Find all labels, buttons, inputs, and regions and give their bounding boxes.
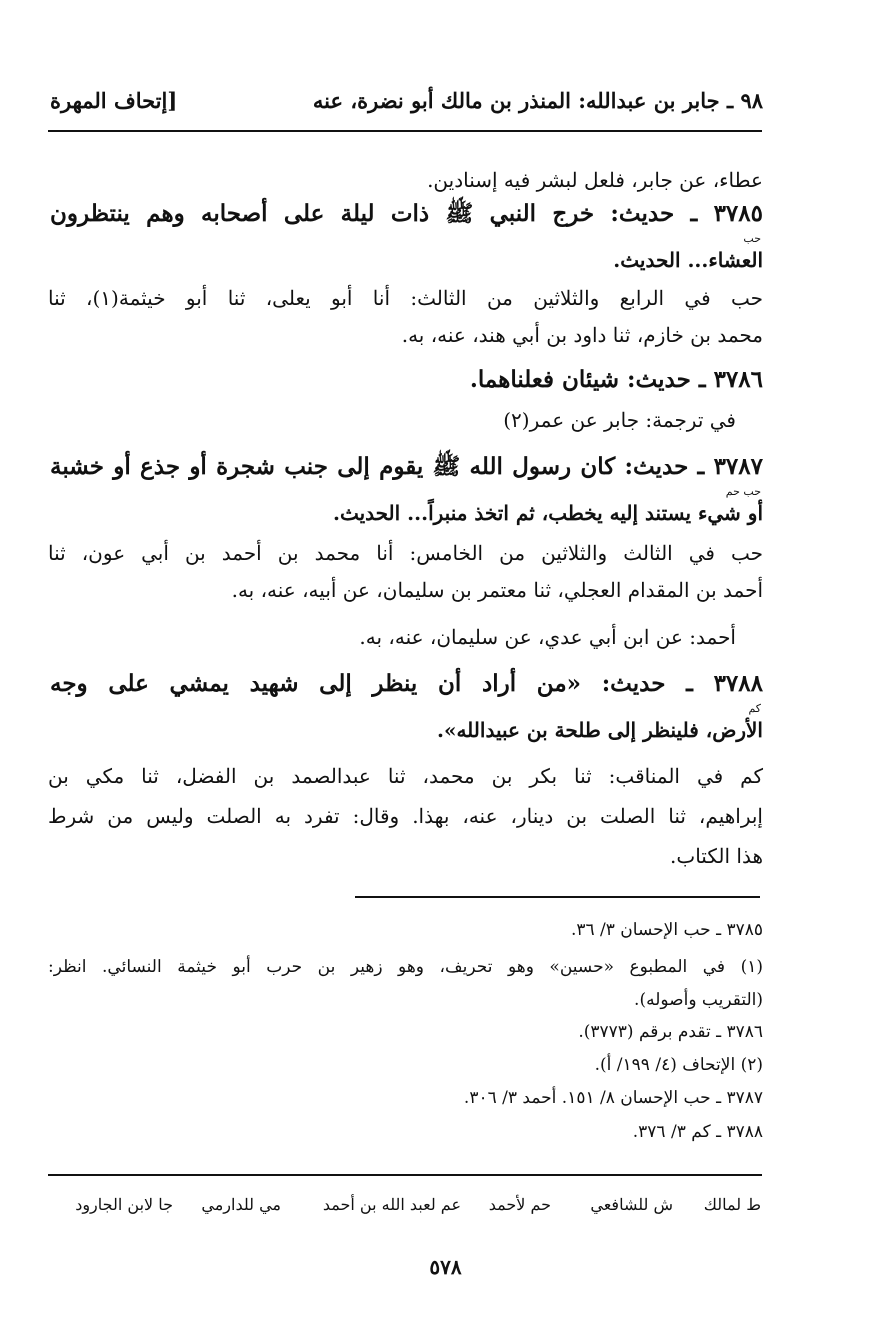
isnad-3788-line-3: هذا الكتاب. xyxy=(670,844,763,868)
hadith-3788-heading: ٣٧٨٨ ـ حديث: «من أراد أن ينظر إلى شهيد يمشي على وجه xyxy=(50,670,763,697)
footnote-3787: ٣٧٨٧ ـ حب الإحسان ٨/ ١٥١. أحمد ٣/ ٣٠٦. xyxy=(463,1088,763,1108)
isnad-3787-line-2: أحمد بن المقدام العجلي، ثنا معتمر بن سليمان، عن أبيه، عنه، به. xyxy=(231,578,763,602)
page-number: ٥٧٨ xyxy=(429,1255,462,1279)
footnote-separator xyxy=(355,896,760,898)
abbr-darimi: مي للدارمي xyxy=(201,1195,281,1214)
hadith-3786-reference: في ترجمة: جابر عن عمر(٢) xyxy=(503,408,736,432)
abbr-abdullah: عم لعبد الله بن أحمد xyxy=(322,1195,461,1214)
running-header-chapter: ٩٨ ـ جابر بن عبدالله: المنذر بن مالك أبو نضرة، عنه xyxy=(312,88,763,113)
footnote-1-line-1: (١) في المطبوع «حسين» وهو تحريف، وهو زهير بن حرب أبو خيثمة النسائي. انظر: xyxy=(48,957,763,977)
hadith-3788-continuation: الأرض، فلينظر إلى طلحة بن عبيدالله». xyxy=(436,718,763,742)
abbr-malik: ط لمالك xyxy=(703,1195,761,1214)
isnad-3788-line-2: إبراهيم، ثنا الصلت بن دينار، عنه، بهذا. وقال: تفرد به الصلت وليس من شرط xyxy=(48,804,763,828)
isnad-3787-line-1: حب في الثالث والثلاثين من الخامس: أنا محمد بن أحمد بن أبي عون، ثنا xyxy=(48,541,763,565)
abbr-ibn-jarud: جا لابن الجارود xyxy=(75,1195,173,1214)
header-rule xyxy=(48,130,762,132)
abbreviations-rule xyxy=(48,1174,762,1176)
siglum-3785: حب xyxy=(743,232,761,245)
footnote-3788: ٣٧٨٨ ـ كم ٣/ ٣٧٦. xyxy=(632,1122,763,1142)
isnad-3785-line-1: حب في الرابع والثلاثين من الثالث: أنا أبو يعلى، ثنا أبو خيثمة(١)، ثنا xyxy=(48,286,764,310)
footnote-3786: ٣٧٨٦ ـ تقدم برقم (٣٧٧٣). xyxy=(578,1022,763,1042)
abbr-ahmad: حم لأحمد xyxy=(488,1195,551,1214)
isnad-3788-line-1: كم في المناقب: ثنا بكر بن محمد، ثنا عبدالصمد بن الفضل، ثنا مكي بن xyxy=(48,764,763,788)
body-line-1: عطاء، عن جابر، فلعل لبشر فيه إسنادين. xyxy=(427,168,763,192)
siglum-3787: حب حم xyxy=(725,485,761,498)
siglum-3788: كم xyxy=(748,702,761,715)
abbr-shafii: ش للشافعي xyxy=(590,1195,673,1214)
running-header-book-title: [إتحاف المهرة xyxy=(50,88,178,113)
isnad-3787-ahmad: أحمد: عن ابن أبي عدي، عن سليمان، عنه، به. xyxy=(359,625,736,649)
footnote-3785: ٣٧٨٥ ـ حب الإحسان ٣/ ٣٦. xyxy=(570,920,763,940)
hadith-3785-heading: ٣٧٨٥ ـ حديث: خرج النبي ﷺ ذات ليلة على أصحابه وهم ينتظرون xyxy=(50,200,763,227)
hadith-3785-continuation: العشاء... الحديث. xyxy=(613,248,763,272)
footnote-2: (٢) الإتحاف (٤/ ١٩٩/ أ). xyxy=(594,1055,763,1075)
hadith-3786-heading: ٣٧٨٦ ـ حديث: شيئان فعلناهما. xyxy=(469,366,763,393)
isnad-3785-line-2: محمد بن خازم، ثنا داود بن أبي هند، عنه، به. xyxy=(401,323,763,347)
footnote-1-line-2: (التقريب وأصوله). xyxy=(634,990,763,1010)
hadith-3787-continuation: أو شيء يستند إليه يخطب، ثم اتخذ منبراً... الحديث. xyxy=(332,501,763,525)
hadith-3787-heading: ٣٧٨٧ ـ حديث: كان رسول الله ﷺ يقوم إلى جنب شجرة أو جذع أو خشبة xyxy=(50,453,763,480)
